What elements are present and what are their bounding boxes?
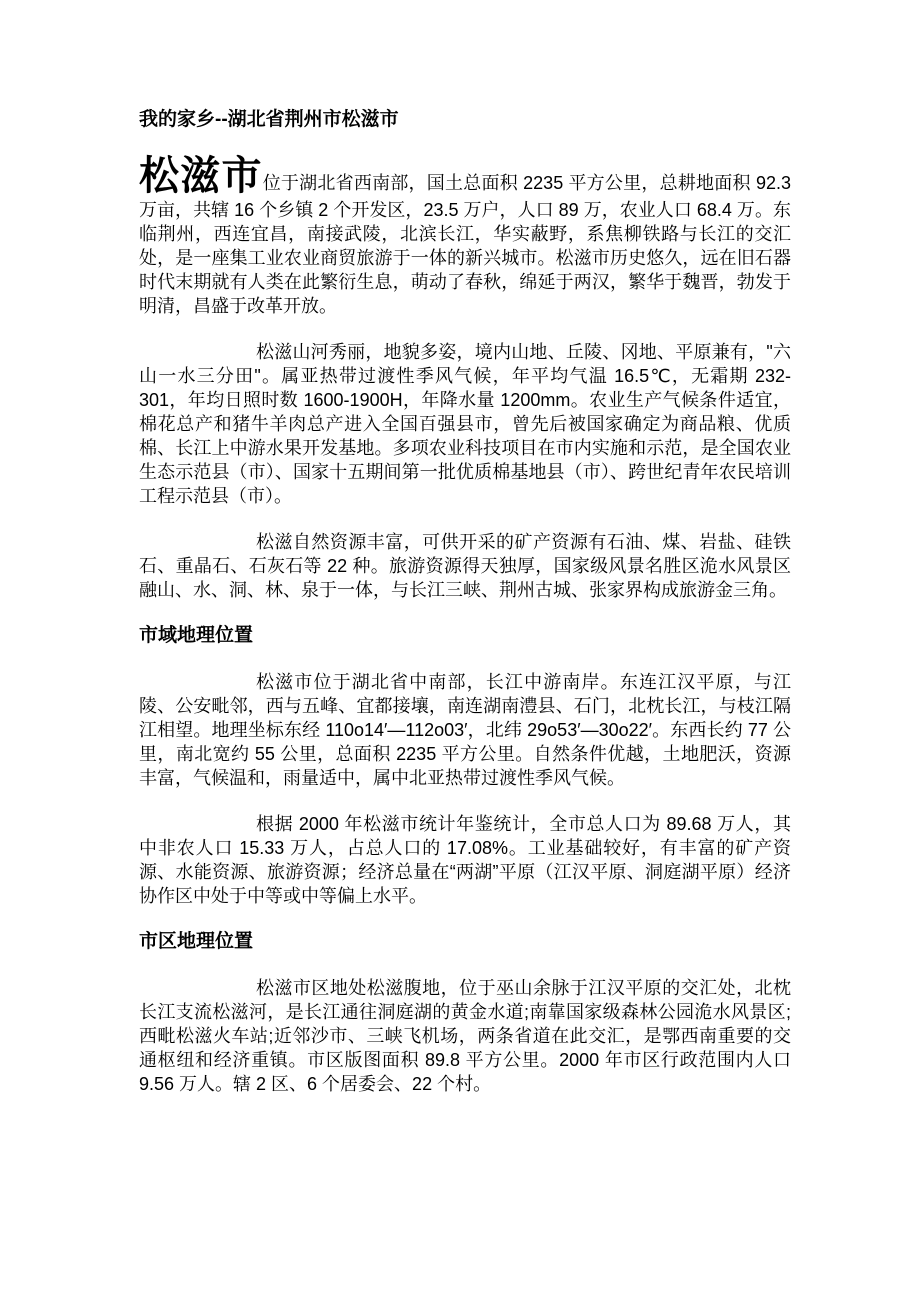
document-title: 我的家乡--湖北省荆州市松滋市 <box>139 109 399 130</box>
paragraph-population-economy: 根据 2000 年松滋市统计年鉴统计，全市总人口为 89.68 万人，其中非农人口 15.33 万人，占总人口的 17.08%。工业基础较好，有丰富的矿产资源、水能资源、旅游资源；经济总量在“两湖”平原（江汉平原、洞庭湖平原）经济协作区中处于中等或中等偏上水平。 <box>139 814 791 906</box>
paragraph-urban-location: 松滋市区地处松滋腹地，位于巫山余脉于江汉平原的交汇处，北枕长江支流松滋河，是长江通往洞庭湖的黄金水道;南靠国家级森林公园洈水风景区;西毗松滋火车站;近邻沙市、三峡飞机场，两条省道在此交汇，是鄂西南重要的交通枢纽和经济重镇。市区版图面积 89.8 平方公里。2000 年市区行政范围内人口 9.56 万人。辖 2 区、6 个居委会、22 个村。 <box>139 978 791 1094</box>
lead-paragraph <box>139 154 791 318</box>
section-heading-region-location: 市域地理位置 <box>139 625 254 646</box>
section-heading-urban-location: 市区地理位置 <box>139 931 254 952</box>
runin-heading-songzi: 松滋市 <box>139 154 263 198</box>
paragraph-terrain-climate: 松滋山河秀丽，地貌多姿，境内山地、丘陵、冈地、平原兼有，"六山一水三分田"。属亚热带过渡性季风气候，年平均气温 16.5℃，无霜期 232-301，年均日照时数 1600-1900H，年降水量 1200mm。农业生产气候条件适宜，棉花总产和猪牛羊肉总产进入全国百强县市，曾先后被国家确定为商品粮、优质棉、长江上中游水果开发基地。多项农业科技项目在市内实施和示范，是全国农业生态示范县（市）、国家十五期间第一批优质棉基地县（市）、跨世纪青年农民培训工程示范县（市）。 <box>139 342 791 506</box>
document-content <box>139 108 791 1118</box>
lead-paragraph-text: 位于湖北省西南部，国土总面积 2235 平方公里，总耕地面积 92.3 万亩，共辖 16 个乡镇 2 个开发区，23.5 万户，人口 89 万，农业人口 68.4 万。东临荆州，西连宜昌，南接武陵，北滨长江，华实蔽野，系焦柳铁路与长江的交汇处，是一座集工业农业商贸旅游于一体的新兴城市。松滋市历史悠久，远在旧石器时代末期就有人类在此繁衍生息，萌动了春秋，绵延于两汉，繁华于魏晋，勃发于明清，昌盛于改革开放。 <box>139 173 792 316</box>
paragraph-region-location: 松滋市位于湖北省中南部，长江中游南岸。东连江汉平原，与江陵、公安毗邻，西与五峰、宜都接壤，南连湖南澧县、石门，北枕长江，与枝江隔江相望。地理坐标东经 110o14′—112o03′，北纬 29o53′—30o22′。东西长约 77 公里，南北宽约 55 公里，总面积 2235 平方公里。自然条件优越，土地肥沃，资源丰富，气候温和，雨量适中，属中北亚热带过渡性季风气候。 <box>139 672 791 788</box>
paragraph-natural-resources: 松滋自然资源丰富，可供开采的矿产资源有石油、煤、岩盐、硅铁石、重晶石、石灰石等 22 种。旅游资源得天独厚，国家级风景名胜区洈水风景区融山、水、洞、林、泉于一体，与长江三峡、荆州古城、张家界构成旅游金三角。 <box>139 532 791 600</box>
